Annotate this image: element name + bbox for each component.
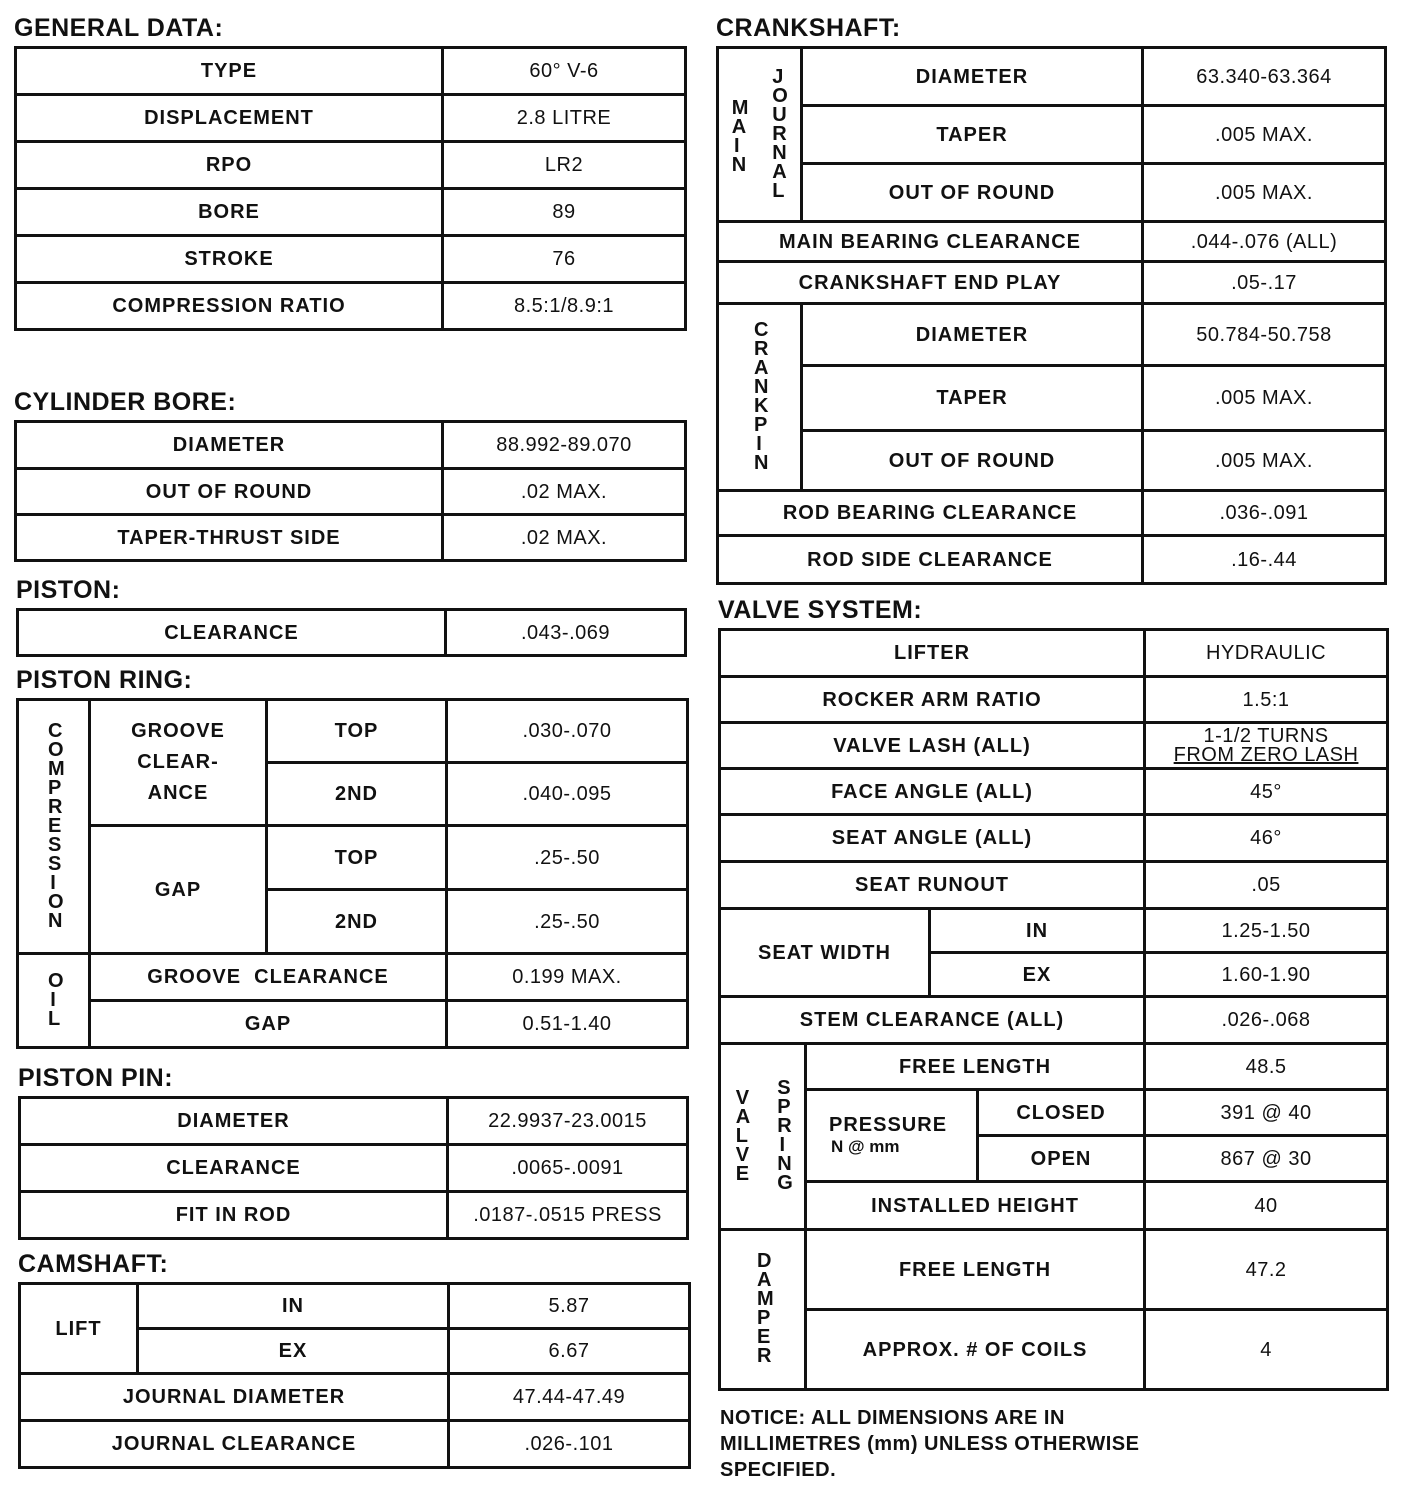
piston-section <box>16 576 687 657</box>
journal-clearance-label: JOURNAL CLEARANCE <box>20 1421 449 1468</box>
lift-label: LIFT <box>20 1284 138 1374</box>
valve-lash-label: VALVE LASH (ALL) <box>720 723 1145 769</box>
crankshaft-table <box>716 46 1387 585</box>
gap-label: GAP <box>90 826 267 954</box>
spec-label: STROKE <box>16 236 443 283</box>
intake-lift-value: 5.87 <box>449 1284 690 1329</box>
valve-lash-value <box>1145 723 1388 769</box>
crankpin-vertical-label: CRANKPIN <box>718 304 802 491</box>
exhaust-label: EX <box>930 953 1145 997</box>
spec-value: 2.8 LITRE <box>443 95 686 142</box>
groove-2nd-value: .040-.095 <box>447 763 688 826</box>
journal-diameter-value: 47.44-47.49 <box>449 1374 690 1421</box>
valve-vertical-label: VALVE <box>720 1044 762 1230</box>
spec-label: CLEARANCE <box>18 610 446 656</box>
cylinder-bore-title: CYLINDER BORE: <box>14 388 237 416</box>
valve-system-title: VALVE SYSTEM: <box>718 596 923 624</box>
spec-value: .0065-.0091 <box>448 1145 688 1192</box>
rod-side-value: .16-.44 <box>1143 536 1386 584</box>
open-value: 867 @ 30 <box>1145 1136 1388 1182</box>
spec-value: 8.5:1/8.9:1 <box>443 283 686 330</box>
seat-angle-value: 46° <box>1145 815 1388 862</box>
rod-bearing-label: ROD BEARING CLEARANCE <box>718 491 1143 536</box>
second-label: 2ND <box>267 890 447 954</box>
piston-ring-section <box>16 666 689 1049</box>
lifter-label: LIFTER <box>720 630 1145 677</box>
seat-width-label: SEAT WIDTH <box>720 909 930 997</box>
cylinder-bore-section <box>14 388 687 562</box>
spec-label: CLEARANCE <box>20 1145 448 1192</box>
camshaft-section <box>18 1250 691 1469</box>
spec-value: .043-.069 <box>446 610 686 656</box>
piston-ring-title: PISTON RING: <box>16 666 193 694</box>
gap-top-value: .25-.50 <box>447 826 688 890</box>
piston-title: PISTON: <box>16 576 121 604</box>
spec-value: .0187-.0515 PRESS <box>448 1192 688 1239</box>
stem-clearance-value: .026-.068 <box>1145 997 1388 1044</box>
main-taper-value: .005 MAX. <box>1143 106 1386 164</box>
general-data-table <box>14 46 687 331</box>
pin-out-of-round-value: .005 MAX. <box>1143 431 1386 491</box>
spec-value: .02 MAX. <box>443 515 686 561</box>
spring-free-length-value: 48.5 <box>1145 1044 1388 1090</box>
main-vertical-label: MAIN <box>718 48 756 222</box>
pin-diameter-value: 50.784-50.758 <box>1143 304 1386 366</box>
notice-text: NOTICE: ALL DIMENSIONS ARE IN MILLIMETRES (mm) UNLESS OTHERWISE SPECIFIED. <box>720 1407 1140 1481</box>
spec-value: 76 <box>443 236 686 283</box>
spec-label: TYPE <box>16 48 443 95</box>
valve-system-table <box>718 628 1389 1391</box>
spec-value: 22.9937-23.0015 <box>448 1098 688 1145</box>
spec-label: TAPER-THRUST SIDE <box>16 515 443 561</box>
groove-clearance-label: GROOVE CLEAR-ANCE <box>90 700 267 826</box>
piston-pin-section <box>18 1064 689 1240</box>
spec-label: DIAMETER <box>802 304 1143 366</box>
spec-label: DIAMETER <box>802 48 1143 106</box>
lifter-value: HYDRAULIC <box>1145 630 1388 677</box>
oil-groove-label: GROOVE CLEARANCE <box>90 954 447 1001</box>
seat-angle-label: SEAT ANGLE (ALL) <box>720 815 1145 862</box>
piston-table <box>16 608 687 657</box>
spec-value: 89 <box>443 189 686 236</box>
spec-label: RPO <box>16 142 443 189</box>
spec-value: 60° V-6 <box>443 48 686 95</box>
intake-label: IN <box>930 909 1145 953</box>
general-data-title: GENERAL DATA: <box>14 14 224 42</box>
open-label: OPEN <box>978 1136 1145 1182</box>
spring-vertical-label: SPRING <box>762 1044 806 1230</box>
valve-lash-line-2: FROM ZERO LASH <box>1173 743 1359 766</box>
coils-label: APPROX. # OF COILS <box>806 1310 1145 1390</box>
top-label: TOP <box>267 826 447 890</box>
pressure-text: PRESSURE <box>829 1113 948 1136</box>
journal-diameter-label: JOURNAL DIAMETER <box>20 1374 449 1421</box>
camshaft-title: CAMSHAFT: <box>18 1250 169 1278</box>
stem-clearance-label: STEM CLEARANCE (ALL) <box>720 997 1145 1044</box>
damper-free-length-value: 47.2 <box>1145 1230 1388 1310</box>
spec-value: .02 MAX. <box>443 469 686 515</box>
compression-vertical-label: COMPRESSION <box>18 700 90 954</box>
spec-label: DISPLACEMENT <box>16 95 443 142</box>
damper-free-length-label: FREE LENGTH <box>806 1230 1145 1310</box>
spring-free-length-label: FREE LENGTH <box>806 1044 1145 1090</box>
spec-label: OUT OF ROUND <box>802 431 1143 491</box>
gap-2nd-value: .25-.50 <box>447 890 688 954</box>
seat-runout-value: .05 <box>1145 862 1388 909</box>
oil-gap-label: GAP <box>90 1001 447 1048</box>
installed-height-value: 40 <box>1145 1182 1388 1230</box>
oil-vertical-label: OIL <box>18 954 90 1048</box>
damper-vertical-label: DAMPER <box>720 1230 806 1390</box>
cylinder-bore-table <box>14 420 687 562</box>
closed-value: 391 @ 40 <box>1145 1090 1388 1136</box>
end-play-label: CRANKSHAFT END PLAY <box>718 262 1143 304</box>
pressure-label <box>806 1090 978 1182</box>
end-play-value: .05-.17 <box>1143 262 1386 304</box>
main-bearing-value: .044-.076 (ALL) <box>1143 222 1386 262</box>
rod-side-label: ROD SIDE CLEARANCE <box>718 536 1143 584</box>
exhaust-lift-value: 6.67 <box>449 1329 690 1374</box>
general-data-section <box>14 14 687 331</box>
top-label: TOP <box>267 700 447 763</box>
pressure-unit: N @ mm <box>831 1136 900 1156</box>
spec-label: FIT IN ROD <box>20 1192 448 1239</box>
face-angle-label: FACE ANGLE (ALL) <box>720 769 1145 815</box>
main-out-of-round-value: .005 MAX. <box>1143 164 1386 222</box>
spec-label: TAPER <box>802 106 1143 164</box>
piston-pin-title: PISTON PIN: <box>18 1064 174 1092</box>
oil-groove-value: 0.199 MAX. <box>447 954 688 1001</box>
face-angle-value: 45° <box>1145 769 1388 815</box>
main-bearing-label: MAIN BEARING CLEARANCE <box>718 222 1143 262</box>
spec-value: LR2 <box>443 142 686 189</box>
seat-runout-label: SEAT RUNOUT <box>720 862 1145 909</box>
journal-vertical-label: JOURNAL <box>756 48 802 222</box>
installed-height-label: INSTALLED HEIGHT <box>806 1182 1145 1230</box>
spec-label: COMPRESSION RATIO <box>16 283 443 330</box>
spec-label: BORE <box>16 189 443 236</box>
rod-bearing-value: .036-.091 <box>1143 491 1386 536</box>
valve-system-section <box>718 596 1389 1391</box>
groove-top-value: .030-.070 <box>447 700 688 763</box>
rocker-value: 1.5:1 <box>1145 677 1388 723</box>
seat-width-ex-value: 1.60-1.90 <box>1145 953 1388 997</box>
piston-ring-table <box>16 698 689 1049</box>
exhaust-label: EX <box>138 1329 449 1374</box>
intake-label: IN <box>138 1284 449 1329</box>
spec-label: OUT OF ROUND <box>802 164 1143 222</box>
main-diameter-value: 63.340-63.364 <box>1143 48 1386 106</box>
spec-label: OUT OF ROUND <box>16 469 443 515</box>
crankshaft-title: CRANKSHAFT: <box>716 14 901 42</box>
seat-width-in-value: 1.25-1.50 <box>1145 909 1388 953</box>
spec-value: 88.992-89.070 <box>443 422 686 469</box>
closed-label: CLOSED <box>978 1090 1145 1136</box>
oil-gap-value: 0.51-1.40 <box>447 1001 688 1048</box>
crankshaft-section <box>716 14 1387 585</box>
pin-taper-value: .005 MAX. <box>1143 366 1386 431</box>
second-label: 2ND <box>267 763 447 826</box>
valve-lash-line-1: 1-1/2 TURNS <box>1203 724 1329 747</box>
spec-label: TAPER <box>802 366 1143 431</box>
piston-pin-table <box>18 1096 689 1240</box>
coils-value: 4 <box>1145 1310 1388 1390</box>
spec-label: DIAMETER <box>16 422 443 469</box>
spec-label: DIAMETER <box>20 1098 448 1145</box>
camshaft-table <box>18 1282 691 1469</box>
rocker-label: ROCKER ARM RATIO <box>720 677 1145 723</box>
journal-clearance-value: .026-.101 <box>449 1421 690 1468</box>
